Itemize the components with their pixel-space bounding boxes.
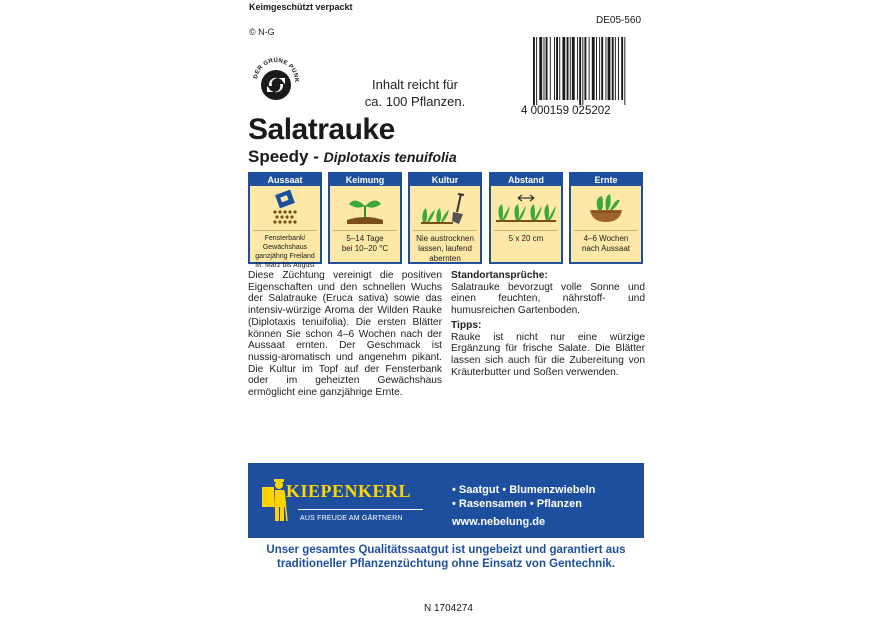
barcode-bar: [592, 37, 595, 100]
barcode-bar: [599, 37, 600, 100]
barcode-bar: [579, 37, 581, 105]
brand-banner: [248, 463, 644, 538]
info-box-text: [413, 230, 477, 264]
info-box-abstand: [489, 172, 563, 264]
barcode-bar: [550, 37, 551, 100]
barcode-bar: [546, 37, 548, 100]
brand-website-link[interactable]: www.nebelung.de: [452, 516, 546, 528]
info-line: 5–14 Tage: [346, 234, 384, 243]
brand-list-item: • Saatgut • Blumenzwiebeln: [452, 484, 596, 496]
quality-guarantee: [248, 543, 644, 571]
barcode-bar: [612, 37, 614, 100]
info-line: 4–6 Wochen: [583, 234, 629, 243]
copyright: © N-G: [249, 27, 275, 37]
barcode-bar: [584, 37, 586, 100]
location-heading: Standortansprüche:: [451, 270, 548, 281]
info-box-header: Ernte: [571, 174, 641, 186]
info-line: nach Aussaat: [581, 244, 631, 253]
barcode-bar: [624, 37, 625, 105]
brand-product-list: [452, 483, 595, 511]
contents-line-2: ca. 100 Pflanzen.: [364, 94, 466, 109]
info-box-header: Keimung: [330, 174, 400, 186]
barcode-bar: [608, 37, 611, 100]
footer-number: N 1704274: [424, 603, 473, 614]
variety-name: Speedy: [248, 147, 309, 166]
barcode-bar: [567, 37, 569, 100]
product-description: Diese Züchtung vereinigt die positiven Eigenschaften und den schnellen Wuchs der Salatrauke (Eruca sativa) sowie das intensiv-würzige Aroma der Wilden Rauke (Diplotaxis tenuifolia). Die ersten Blätter können Sie schon 4–6 Wochen nach der Aussaat ernten. Der Geschmack ist nussig-aromatisch und angenehm pikant. Die Kultur im Topf auf der Fensterbank oder im geheizten Gewächshaus ermöglicht eine ganzjährige Ernte.: [248, 270, 442, 399]
brand-list-item: • Rasensamen • Pflanzen: [452, 498, 582, 510]
protection-note: Keimgeschützt verpackt: [249, 2, 353, 12]
barcode-bar: [533, 37, 535, 105]
barcode-bar: [554, 37, 555, 100]
info-box-keimung: [328, 172, 402, 264]
subtitle-separator: -: [308, 147, 324, 166]
brand-divider: [298, 509, 423, 510]
barcode: [521, 37, 645, 117]
brand-tagline: AUS FREUDE AM GÄRTNERN: [300, 515, 403, 522]
info-line: Gewächshaus: [262, 244, 308, 251]
barcode-bar: [559, 37, 560, 100]
barcode-bar: [618, 37, 619, 100]
brand-name: KIEPENKERL: [286, 481, 412, 501]
info-box-header: Aussaat: [250, 174, 320, 186]
info-box-header: Abstand: [491, 174, 561, 186]
spacing-icon: [491, 186, 561, 230]
seed-packet-icon: [250, 186, 320, 230]
info-line: Fensterbank/: [264, 235, 306, 242]
guarantee-line-2: traditioneller Pflanzenzüchtung ohne Einsatz von Gentechnik.: [276, 558, 615, 570]
article-code: DE05-560: [596, 15, 642, 26]
info-line: abernten: [429, 254, 461, 263]
barcode-bar: [562, 37, 565, 100]
barcode-number: 4 000159 025202: [521, 105, 611, 117]
info-line: lassen, laufend: [418, 244, 472, 253]
green-dot-icon: [248, 53, 304, 109]
barcode-bar: [621, 37, 623, 100]
barcode-bar: [577, 37, 578, 100]
info-box-aussaat: [248, 172, 322, 269]
harvest-bowl-icon: [571, 186, 641, 230]
barcode-bar: [605, 37, 606, 100]
barcode-bar: [536, 37, 537, 105]
barcode-bar: [601, 37, 603, 100]
info-line: Nie austrocknen: [416, 234, 474, 243]
info-box-header: Kultur: [410, 174, 480, 186]
barcode-bar: [589, 37, 590, 100]
barcode-bar: [570, 37, 571, 100]
guarantee-line-1: Unser gesamtes Qualitätssaatgut ist ungebeizt und garantiert aus: [266, 544, 626, 556]
barcode-bar: [544, 37, 545, 100]
info-box-ernte: [569, 172, 643, 264]
kiepenkerl-figure-icon: [260, 477, 288, 523]
info-line: 5 x 20 cm: [508, 234, 544, 243]
product-title: Salatrauke: [248, 113, 395, 146]
info-box-kultur: [408, 172, 482, 264]
contents-line-1: Inhalt reicht für: [372, 77, 458, 92]
info-box-text: [253, 230, 317, 270]
contents-info: [350, 76, 480, 110]
product-subtitle: [248, 147, 457, 167]
barcode-bar: [539, 37, 542, 100]
location-text: Salatrauke bevorzugt volle Sonne und einen feuchten, nährstoff- und humusreichen Gartenboden.: [451, 281, 645, 317]
barcode-bar: [596, 37, 597, 100]
spade-plant-icon: [410, 186, 480, 230]
barcode-bar: [556, 37, 558, 100]
info-line: ganzjährig Freiland: [255, 253, 315, 260]
info-box-text: [574, 230, 638, 254]
green-dot-text: DER GRÜNE PUNK: [253, 57, 300, 83]
tips-heading: Tipps:: [451, 319, 482, 331]
seedling-icon: [330, 186, 400, 230]
info-line: M. März bis August: [255, 262, 315, 269]
barcode-bar: [615, 37, 616, 100]
latin-name: Diplotaxis tenuifolia: [323, 149, 457, 165]
barcode-bar: [582, 37, 583, 105]
info-line: bei 10–20 °C: [341, 244, 389, 253]
info-box-text: [333, 230, 397, 254]
details-column: [451, 270, 645, 381]
barcode-bar: [572, 37, 575, 100]
tips-text: Rauke ist nicht nur eine würzige Ergänzung für frische Salate. Die Blätter lassen sich auch für die Zubereitung von Kräuterbutter und Soßen verwenden.: [451, 331, 645, 378]
info-box-text: [494, 230, 558, 244]
